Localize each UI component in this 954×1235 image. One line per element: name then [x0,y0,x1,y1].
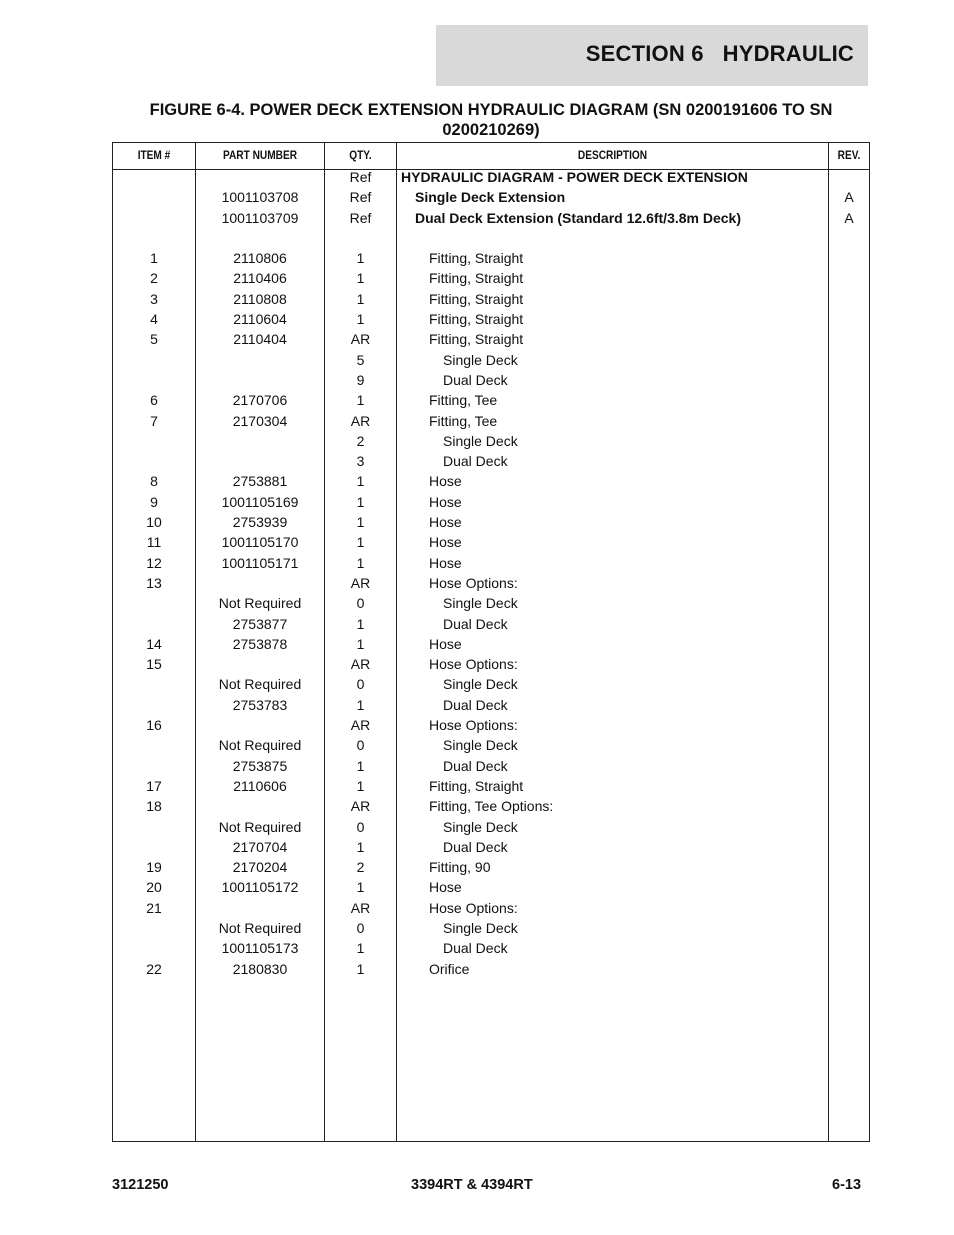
table-row [113,938,869,958]
part-number-cell: 2753875 [232,757,288,774]
qty-cell: 0 [356,737,365,754]
description-cell: Fitting, 90 [429,859,491,876]
part-number-cell: Not Required [218,676,302,693]
qty-cell: 0 [356,818,365,835]
qty-cell: AR [350,798,371,815]
item-cell: 5 [150,331,158,348]
description-cell: Dual Deck [443,453,508,470]
table-row [113,431,869,451]
table-row [113,593,869,613]
qty-cell: 1 [356,635,365,652]
part-number-cell: 2170704 [232,838,288,855]
table-row [113,877,869,897]
qty-cell: Ref [349,189,372,206]
description-cell: Hose Options: [429,574,518,591]
description-cell: Single Deck [443,676,518,693]
description-cell: Dual Deck [443,940,508,957]
description-cell: Single Deck [443,818,518,835]
item-cell: 10 [146,514,162,531]
table-row [113,573,869,593]
part-number-cell: Not Required [218,737,302,754]
part-number-cell: 2170204 [232,859,288,876]
description-cell: Single Deck Extension [415,189,566,206]
table-row [113,492,869,512]
item-cell: 3 [150,290,158,307]
qty-cell: 5 [356,351,365,368]
item-cell: 2 [150,270,158,287]
description-cell: HYDRAULIC DIAGRAM - POWER DECK EXTENSION [401,169,748,185]
qty-cell: 1 [356,250,365,267]
part-number-cell: 2170706 [232,392,288,409]
table-row [113,654,869,674]
parts-table [112,142,870,1142]
description-cell: Dual Deck [443,757,508,774]
qty-cell: 2 [356,432,365,449]
part-number-cell: 2753881 [232,473,288,490]
part-number-cell: 2110404 [233,331,287,348]
table-row [113,715,869,735]
table-row [113,532,869,552]
rev-cell: A [844,189,854,206]
description-cell: Hose [429,879,462,896]
qty-cell: 1 [356,838,365,855]
section-title: SECTION 6 HYDRAULIC [585,41,854,66]
item-cell: 19 [146,859,162,876]
qty-cell: AR [350,574,371,591]
part-number-cell: 1001103708 [221,189,299,206]
header-qty: QTY. [349,150,372,162]
table-body [113,167,869,979]
part-number-cell: 2170304 [232,412,288,429]
table-row [113,817,869,837]
qty-cell: Ref [349,209,372,226]
qty-cell: 1 [356,777,365,794]
description-cell: Hose Options: [429,899,518,916]
section-header [436,25,868,86]
item-cell: 1 [150,250,158,267]
table-row [113,228,869,248]
qty-cell: AR [350,656,371,673]
qty-cell: 1 [356,696,365,713]
qty-cell: 2 [356,859,365,876]
part-number-cell: 2753878 [232,635,288,652]
description-cell: Fitting, Straight [429,250,524,267]
table-row [113,471,869,491]
item-cell: 14 [146,635,162,652]
table-row [113,512,869,532]
description-cell: Dual Deck [443,696,508,713]
qty-cell: 1 [356,534,365,551]
qty-cell: 1 [356,473,365,490]
item-cell: 21 [146,899,162,916]
qty-cell: 1 [356,879,365,896]
qty-cell: AR [350,331,371,348]
part-number-cell: 1001105172 [221,879,299,896]
item-cell: 13 [146,574,162,591]
part-number-cell: 1001103709 [221,209,299,226]
qty-cell: AR [350,412,371,429]
description-cell: Fitting, Tee [429,392,498,409]
header-part-number: PART NUMBER [222,150,298,162]
table-row [113,756,869,776]
item-cell: 8 [150,473,158,490]
part-number-cell: 2110808 [233,290,287,307]
table-row [113,898,869,918]
description-cell: Hose [429,493,462,510]
description-cell: Fitting, Straight [429,311,524,328]
description-cell: Hose [429,514,462,531]
description-cell: Dual Deck [443,615,508,632]
description-cell: Single Deck [443,432,518,449]
table-row [113,918,869,938]
item-cell: 11 [146,534,162,551]
footer-model: 3394RT & 4394RT [411,1177,533,1193]
part-number-cell: Not Required [218,818,302,835]
description-cell: Hose [429,635,462,652]
item-cell: 20 [146,879,162,896]
description-cell: Hose Options: [429,656,518,673]
table-row [113,857,869,877]
description-cell: Fitting, Straight [429,290,524,307]
table-row [113,959,869,979]
table-row [113,268,869,288]
footer-page-number: 6-13 [832,1177,862,1193]
qty-cell: 0 [356,676,365,693]
qty-cell: 1 [356,514,365,531]
part-number-cell: 2110806 [233,250,287,267]
table-row [113,776,869,796]
table-row [113,674,869,694]
item-cell: 15 [146,656,162,673]
qty-cell: AR [350,899,371,916]
table-row [113,370,869,390]
part-number-cell: Not Required [218,595,302,612]
description-cell: Hose Options: [429,717,518,734]
part-number-cell: 2753877 [232,615,288,632]
qty-cell: AR [350,717,371,734]
qty-cell: 1 [356,757,365,774]
table-row [113,695,869,715]
item-cell: 22 [146,960,162,977]
part-number-cell: Not Required [218,919,302,936]
description-cell: Single Deck [443,595,518,612]
table-row [113,329,869,349]
qty-cell: 0 [356,919,365,936]
table-row [113,837,869,857]
description-cell: Fitting, Tee [429,412,498,429]
description-cell: Orifice [429,960,470,977]
description-cell: Fitting, Straight [429,270,524,287]
description-cell: Hose [429,554,462,571]
footer-doc-number: 3121250 [112,1177,169,1193]
description-cell: Fitting, Tee Options: [429,798,554,815]
qty-cell: Ref [349,169,372,185]
item-cell: 18 [146,798,162,815]
description-cell: Dual Deck [443,371,508,388]
table-row [113,553,869,573]
table-row [113,614,869,634]
header-item: ITEM # [137,150,171,162]
header-rev: REV. [837,150,861,162]
table-row [113,350,869,370]
item-cell: 4 [150,311,158,328]
description-cell: Dual Deck [443,838,508,855]
description-cell: Dual Deck Extension (Standard 12.6ft/3.8m Deck) [415,209,741,226]
header-description: DESCRIPTION [577,150,648,162]
description-cell: Hose [429,473,462,490]
rev-cell: A [844,209,854,226]
table-row [113,411,869,431]
description-cell: Hose [429,534,462,551]
qty-cell: 1 [356,940,365,957]
item-cell: 12 [146,554,162,571]
description-cell: Single Deck [443,351,518,368]
part-number-cell: 2110606 [233,777,287,794]
item-cell: 16 [146,717,162,734]
table-row [113,451,869,471]
table-row [113,735,869,755]
item-cell: 17 [146,777,162,794]
description-cell: Single Deck [443,737,518,754]
qty-cell: 1 [356,392,365,409]
qty-cell: 1 [356,554,365,571]
qty-cell: 1 [356,270,365,287]
part-number-cell: 2180830 [232,960,288,977]
table-row [113,634,869,654]
table-row [113,390,869,410]
part-number-cell: 1001105169 [221,493,299,510]
part-number-cell: 2110604 [233,311,287,328]
qty-cell: 1 [356,615,365,632]
qty-cell: 0 [356,595,365,612]
table-row [113,187,869,207]
item-cell: 6 [150,392,158,409]
table-row [113,796,869,816]
qty-cell: 1 [356,311,365,328]
description-cell: Fitting, Straight [429,331,524,348]
part-number-cell: 2753939 [232,514,288,531]
table-row [113,289,869,309]
description-cell: Fitting, Straight [429,777,524,794]
item-cell: 7 [150,412,158,429]
figure-title: FIGURE 6-4. POWER DECK EXTENSION HYDRAULIC DIAGRAM (SN 0200191606 TO SN 0200210269) [149,101,833,139]
description-cell: Single Deck [443,919,518,936]
qty-cell: 1 [356,290,365,307]
table-row [113,167,869,187]
qty-cell: 1 [356,960,365,977]
table-row [113,248,869,268]
part-number-cell: 1001105173 [221,940,299,957]
qty-cell: 1 [356,493,365,510]
table-row [113,309,869,329]
part-number-cell: 2110406 [233,270,287,287]
part-number-cell: 1001105170 [221,534,299,551]
part-number-cell: 1001105171 [221,554,299,571]
qty-cell: 9 [356,371,365,388]
table-row [113,208,869,228]
part-number-cell: 2753783 [232,696,288,713]
item-cell: 9 [150,493,158,510]
qty-cell: 3 [356,453,365,470]
